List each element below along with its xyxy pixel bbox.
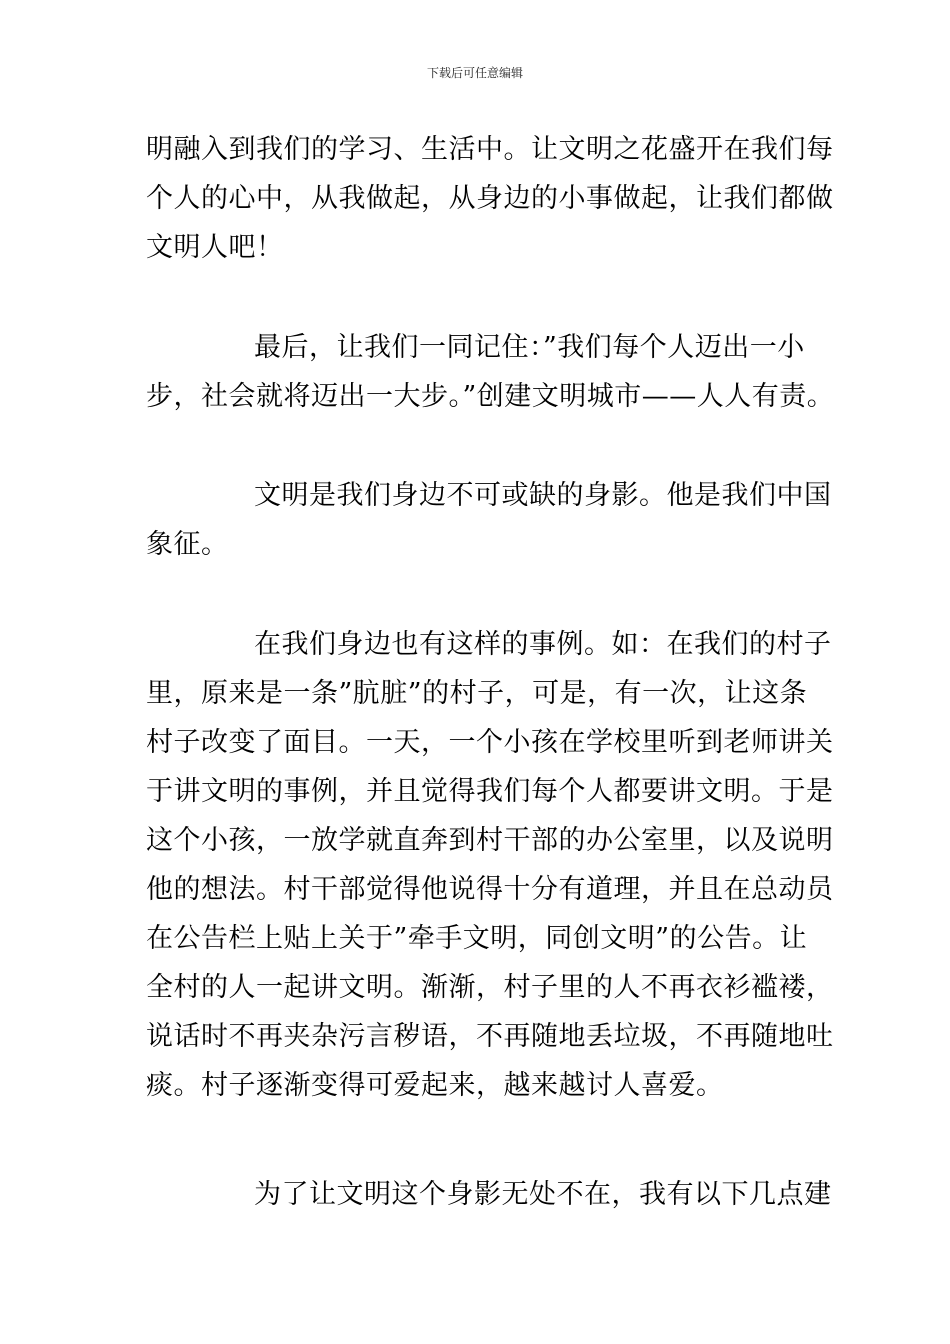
text-line: 在公告栏上贴上关于”牵手文明，同创文明”的公告。让 — [146, 923, 808, 954]
text-line: 文明是我们身边不可或缺的身影。他是我们中国 — [254, 480, 832, 511]
text-line: 里，原来是一条”肮脏”的村子，可是，有一次，让这条 — [146, 678, 808, 709]
paragraph-4 — [146, 620, 834, 1110]
paragraph-3 — [146, 471, 832, 569]
text-line: 村子改变了面目。一天，一个小孩在学校里听到老师讲关 — [146, 727, 834, 758]
paragraph-1 — [146, 125, 834, 272]
text-line: 最后，让我们一同记住：”我们每个人迈出一小 — [254, 332, 805, 363]
text-line: 在我们身边也有这样的事例。如：在我们的村子 — [254, 629, 832, 660]
text-line: 全村的人一起讲文明。渐渐，村子里的人不再衣衫褴褛， — [146, 972, 834, 1003]
text-line: 个人的心中，从我做起，从身边的小事做起，让我们都做 — [146, 183, 834, 214]
paragraph-2 — [146, 323, 835, 421]
text-line: 明融入到我们的学习、生活中。让文明之花盛开在我们每 — [146, 134, 834, 165]
text-line: 说话时不再夹杂污言秽语，不再随地丢垃圾，不再随地吐 — [146, 1021, 834, 1052]
text-line: 象征。 — [146, 529, 229, 560]
text-line: 他的想法。村干部觉得他说得十分有道理，并且在总动员 — [146, 874, 834, 905]
text-line: 文明人吧！ — [146, 232, 284, 263]
text-line: 于讲文明的事例，并且觉得我们每个人都要讲文明。于是 — [146, 776, 834, 807]
text-line: 痰。村子逐渐变得可爱起来，越来越讨人喜爱。 — [146, 1070, 724, 1101]
text-line: 步，社会就将迈出一大步。”创建文明城市——人人有责。 — [146, 381, 835, 412]
text-line: 为了让文明这个身影无处不在，我有以下几点建 — [254, 1179, 832, 1210]
page-header: 下载后可任意编辑 — [426, 66, 523, 80]
paragraph-5 — [146, 1170, 832, 1219]
text-line: 这个小孩，一放学就直奔到村干部的办公室里，以及说明 — [146, 825, 834, 856]
